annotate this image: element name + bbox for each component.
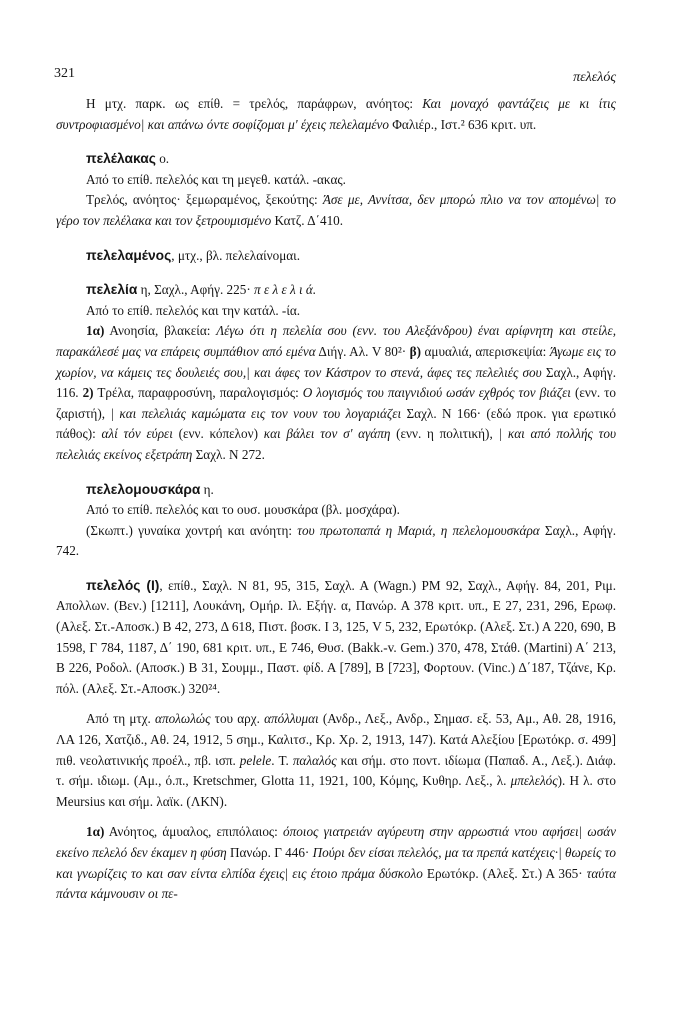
entry-headword-line — [56, 480, 616, 501]
quotation: Λέγω ότι η πελελία σου (ενν. του Αλεξάνδρου) έναι αρίφνητη και στείλε, παρακάλεσέ μας να επάρεις συμπάθιον από εμένα — [56, 323, 616, 359]
source-reference: Πανώρ. Γ 446· — [226, 845, 313, 860]
running-head — [56, 64, 616, 94]
quotation: όποιος γιατρειάν αγύρευτη στην αρρωστιά ντου αφήσει| ωσάν εκείνο πελελό δεν έκαμεν η φύση — [56, 824, 616, 860]
headword: πελελαμένος — [86, 247, 172, 263]
definition-text: Τρελός, ανόητος· ξεμωραμένος, ξεκούτης: — [86, 192, 323, 208]
quotation: του πρωτοπαπά η Μαριά, η πελελομουσκάρα — [297, 522, 540, 538]
etymology: Από τη μτχ. απολωλώς του αρχ. απόλλυμαι (Ανδρ., Λεξ., Ανδρ., Σημασ. εξ. 53, Αμ., Αθ. 28, 1916, ΛΑ 126, Χατζιδ., Αθ. 24, 1912, 5 σημ., Καλιτσ., Κρ. Χρ. 2, 1913, 147). Κατά Αλεξίου [Ερωτόκρ. σ. 499] πιθ. νεολατινικής προέλ., πβ. ισπ. pelele. Τ. παλαλός και σήμ. στο ποντ. ιδίωμα (Παπαδ. Α., Λεξ.). Διάφ. τ. σήμ. ιδιωμ. (Αμ., ό.π., Kretschmer, Glotta 11, 1921, 100, Κόμης, Κυθηρ. Λεξ., λ. μπελελός). Η λ. στο Meursius και σήμ. λαϊκ. (ΛΚΝ). — [56, 711, 617, 809]
entry-headword-line — [56, 280, 616, 301]
citation-list: , επίθ., Σαχλ. Ν 81, 95, 315, Σαχλ. Α (Wagn.) ΡΜ 92, Σαχλ., Αφήγ. 84, 201, Ριμ. Απολλων. (Βεν.) [1211], Λουκάνη, Ομήρ. Ιλ. Εξήγ. α, Πανώρ. Α 378 κριτ. υπ., Ε 27, 231, 296, Ερωφ. (Αλεξ. Στ.-Αποσκ.) Β 42, 273, Δ 618, Πιστ. βοσκ. Ι 3, 125, V 5, 232, Ερωτόκρ. (Αλεξ. Στ.) Α 220, 690, Β 1598, Γ 784, 1187, Δ΄ 190, 681 κριτ. υπ., Ε 746, Θυσ. (Bakk.-v. Gem.) 370, 478, Στάθ. (Martini) Α΄ 213, Β 226, Ροδολ. (Αποσκ.) Β 31, Σουμμ., Παστ. φίδ. Α [789], Β [723], Φορτουν. (Vinc.) Δ΄187, Τζάνε, Κρ. πόλ. (Αλεξ. Στ.-Αποσκ.) 320²⁴. — [56, 577, 617, 696]
quotation: Άγωμε εις το χωρίον, να κάμεις τες δουλειές σου,| και άφες τον Κάστρον το στενά, άφες τες πελελιές σου — [56, 343, 617, 380]
sense-number: 2) — [82, 385, 94, 401]
page-number: 321 — [54, 66, 75, 81]
quotation: | και πελελιάς καμώματα εις τον νουν του λογαριάζει — [110, 405, 402, 421]
variant-form: π ε λ ε λ ι ά. — [254, 282, 317, 298]
headword: πελέλακας — [86, 151, 156, 167]
entry-headword-line — [56, 246, 616, 267]
source-reference: Φαλιέρ., Ιστ.² 636 κριτ. υπ. — [389, 116, 537, 132]
etymology: Από το επίθ. πελελός και την κατάλ. -ία. — [86, 302, 301, 318]
quotation: ταύτα πάντα κάμνουσιν οι πε- — [56, 865, 616, 902]
running-headword: πελελός — [573, 70, 616, 85]
entry-headword-line — [56, 149, 616, 170]
definition: (Σκωπτ.) γυναίκα χοντρή και ανόητη: του πρωτοπαπά η Μαριά, η πελελομουσκάρα Σαχλ., Αφήγ. 742. — [56, 522, 616, 559]
grammar-info: ο. — [155, 151, 170, 167]
source-reference: Ερωτόκρ. (Αλεξ. Στ.) Α 365· — [422, 865, 587, 881]
entry-headword-block — [56, 576, 616, 700]
source-reference: Κατζ. Δ΄410. — [271, 212, 344, 228]
source-reference: Σαχλ., Αφήγ. 116. — [56, 364, 616, 401]
quotation: Ο λογισμός του παιγνιδιού ωσάν εχθρός τον βιάζει — [302, 385, 571, 401]
sense-block: 1α) Ανόητος, άμυαλος, επιπόλαιος: όποιος γιατρειάν αγύρευτη στην αρρωστιά ντου αφήσει| ωσάν εκείνο πελελό δεν έκαμεν η φύση Πανώρ. Γ 446· Πούρι δεν είσαι πελελός, μα τα πρεπά κατέχεις·| θωρείς το και γνωρίζεις το και σαν είντα ελπίδα έχεις| εις έτοιο πράμα δύσκολο Ερωτόκρ. (Αλεξ. Στ.) Α 365· ταύτα πάντα κάμνουσιν οι πε- — [56, 824, 616, 902]
quotation: | και από πολλής του πελελιάς εκείνος εξετράπη — [56, 426, 616, 462]
definition-text: Η μτχ. παρκ. ως επίθ. = τρελός, παράφρων, ανόητος: — [86, 96, 423, 111]
grammar-info: η. — [200, 481, 214, 497]
headword: πελελός (Ι) — [86, 577, 160, 593]
quotation: αλί τόν εύρει — [101, 426, 173, 442]
quotation: Άσε με, Αννίτσα, δεν μπορώ πλιο να τον απομένω| το γέρο τον πελέλακα και τον ξετρουμισμένο — [56, 192, 616, 228]
headword: πελελομουσκάρα — [86, 481, 201, 497]
sense-number: 1α) — [86, 824, 105, 840]
dictionary-page — [56, 64, 616, 905]
entry-continuation — [56, 94, 616, 135]
headword: πελελία — [86, 282, 138, 298]
grammar-info: η, Σαχλ., Αφήγ. 225· — [137, 282, 255, 298]
etymology: Από το επίθ. πελελός και το ουσ. μουσκάρα (βλ. μοσχάρα). — [86, 502, 400, 518]
source-reference: Σαχλ., Αφήγ. 742. — [56, 522, 616, 559]
quotation: και βάλει τον σ' αγάπη — [263, 426, 391, 442]
sense-block: 1α) Ανοησία, βλακεία: Λέγω ότι η πελελία σου (ενν. του Αλεξάνδρου) έναι αρίφνητη και στείλε, παρακάλεσέ μας να επάρεις συμπάθιον από εμένα Διήγ. Αλ. V 80²· β) αμυαλιά, απερισκεψία: Άγωμε εις το χωρίον, να κάμεις τες δουλειές σου,| και άφες τον Κάστρον το στενά, άφες τες πελελιές σου Σαχλ., Αφήγ. 116. 2) Τρέλα, παραφροσύνη, παραλογισμός: Ο λογισμός του παιγνιδιού ωσάν εχθρός τον βιάζει (ενν. το ζαριστή), | και πελελιάς καμώματα εις τον νουν του λογαριάζει Σαχλ. Ν 166· (εδώ προκ. για ερωτικό πάθος): αλί τόν εύρει (ενν. κόπελον) και βάλει τον σ' αγάπη (ενν. η πολιτική), | και από πολλής του πελελιάς εκείνος εξετράπη Σαχλ. Ν 272. — [56, 323, 617, 462]
source-reference: Διήγ. Αλ. V 80²· — [315, 343, 407, 359]
quotation: Πούρι δεν είσαι πελελός, μα τα πρεπά κατέχεις·| θωρείς το και γνωρίζεις το και σαν είντα ελπίδα έχεις| εις έτοιο πράμα δύσκολο — [56, 845, 616, 881]
sense-number: β) — [406, 343, 421, 359]
sense-number: 1α) — [86, 323, 105, 339]
etymology: Από το επίθ. πελελός και τη μεγεθ. κατάλ. -ακας. — [86, 171, 346, 187]
grammar-info: , μτχ., βλ. πελελαίνομαι. — [171, 247, 301, 263]
source-reference: Σαχλ. Ν 272. — [192, 446, 265, 462]
definition — [56, 190, 616, 231]
quotation: Και μοναχό φαντάζεις με κι ίτις συντροφιασμένο| και απάνω όντε σοφίζομαι μ' έχεις πελελαμένο — [56, 96, 616, 132]
